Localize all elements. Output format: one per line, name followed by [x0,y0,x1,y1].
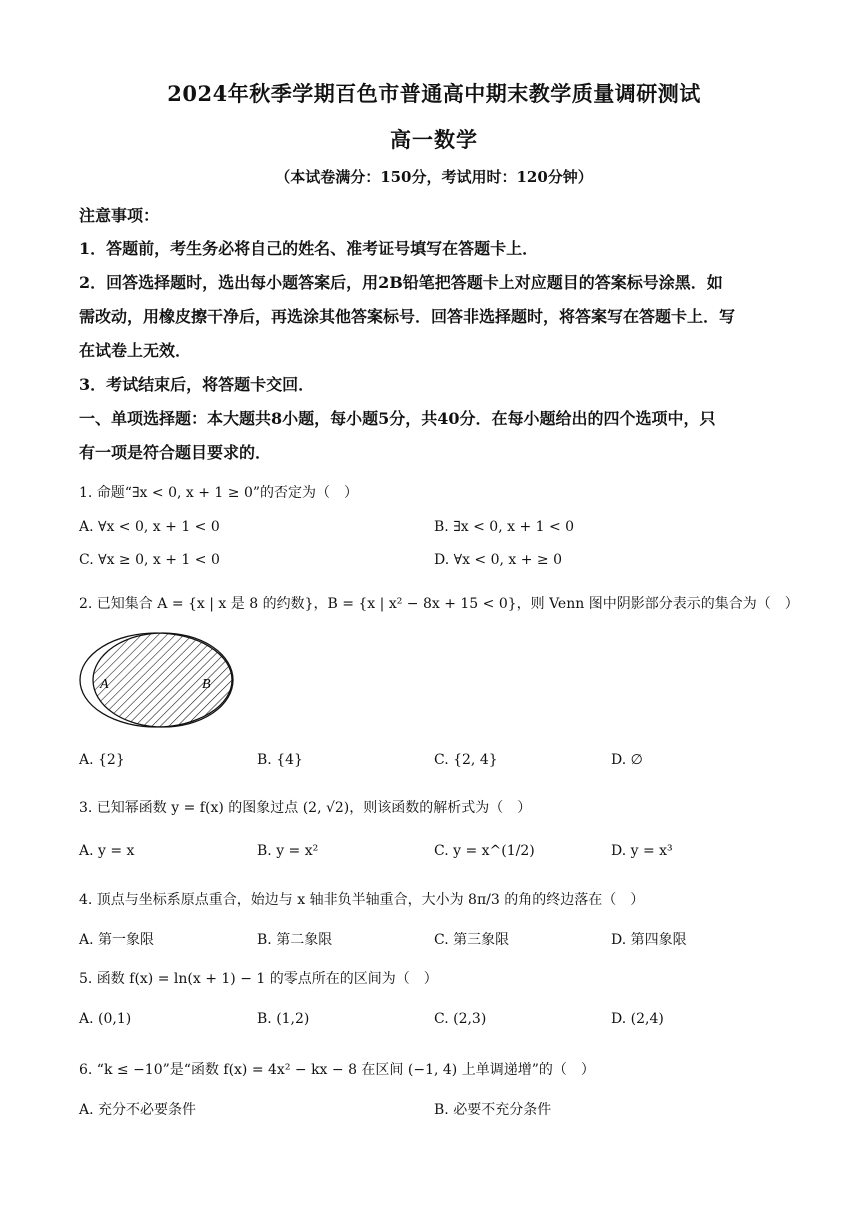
notice-item-2: 2．回答选择题时，选出每小题答案后，用2B铅笔把答题卡上对应题目的答案标号涂黑．如 [79,273,723,292]
venn-label-a: A [100,677,109,692]
question-3-option-d: D. y = x³ [611,843,673,859]
question-4-stem: 4. 顶点与坐标系原点重合，始边与 x 轴非负半轴重合，大小为 8π/3 的角的终边落在（ ） [79,892,645,908]
notice-heading: 注意事项： [79,206,160,225]
question-3-option-c: C. y = x^(1/2) [434,843,535,859]
question-2-option-c: C. {2, 4} [434,752,498,768]
question-6-option-b: B. 必要不充分条件 [434,1102,552,1118]
venn-label-b: B [202,677,211,692]
question-1-option-d: D. ∀x < 0, x + ≥ 0 [434,552,563,568]
question-2-stem: 2. 已知集合 A = {x | x 是 8 的约数}，B = {x | x² − 8x + 15 < 0}，则 Venn 图中阴影部分表示的集合为（ ） [79,596,799,612]
question-2-option-d: D. ∅ [611,752,643,768]
exam-info: （本试卷满分：150分，考试用时：120分钟） [275,168,593,186]
question-1-option-a: A. ∀x < 0, x + 1 < 0 [79,519,220,535]
question-5-option-d: D. (2,4) [611,1011,664,1027]
question-6-stem: 6. “k ≤ −10”是“函数 f(x) = 4x² − kx − 8 在区间 (−1, 4) 上单调递增”的（ ） [79,1062,595,1078]
question-3-stem: 3. 已知幂函数 y = f(x) 的图象过点 (2, √2)，则该函数的解析式为（ ） [79,800,532,816]
question-5-option-c: C. (2,3) [434,1011,487,1027]
notice-item-1: 1．答题前，考生务必将自己的姓名、准考证号填写在答题卡上． [79,239,539,258]
question-4-option-c: C. 第三象限 [434,932,510,948]
question-3-option-b: B. y = x² [257,843,319,859]
notice-item-3: 3．考试结束后，将答题卡交回． [79,375,315,394]
question-2-option-a: A. {2} [79,752,125,768]
question-1-option-c: C. ∀x ≥ 0, x + 1 < 0 [79,552,220,568]
question-4-option-b: B. 第二象限 [257,932,333,948]
question-5-stem: 5. 函数 f(x) = ln(x + 1) − 1 的零点所在的区间为（ ） [79,971,438,987]
question-4-option-a: A. 第一象限 [79,932,155,948]
question-4-option-d: D. 第四象限 [611,932,687,948]
section-heading-cont: 有一项是符合题目要求的． [79,443,272,462]
question-3-option-a: A. y = x [79,843,135,859]
question-5-option-b: B. (1,2) [257,1011,310,1027]
question-5-option-a: A. (0,1) [79,1011,132,1027]
question-6-option-a: A. 充分不必要条件 [79,1102,197,1118]
question-1-option-b: B. ∃x < 0, x + 1 < 0 [434,519,575,535]
venn-diagram [78,630,240,734]
question-1-stem: 1. 命题“∃x < 0, x + 1 ≥ 0”的否定为（ ） [79,485,359,501]
question-2-option-b: B. {4} [257,752,303,768]
section-heading: 一、单项选择题：本大题共8小题，每小题5分，共40分．在每小题给出的四个选项中，只 [79,409,716,428]
notice-item-2-cont: 需改动，用橡皮擦干净后，再选涂其他答案标号．回答非选择题时，将答案写在答题卡上．写 [79,307,736,326]
subject-title: 高一数学 [390,127,478,152]
notice-item-2-cont2: 在试卷上无效． [79,341,192,360]
exam-title: 2024年秋季学期百色市普通高中期末教学质量调研测试 [167,81,701,106]
